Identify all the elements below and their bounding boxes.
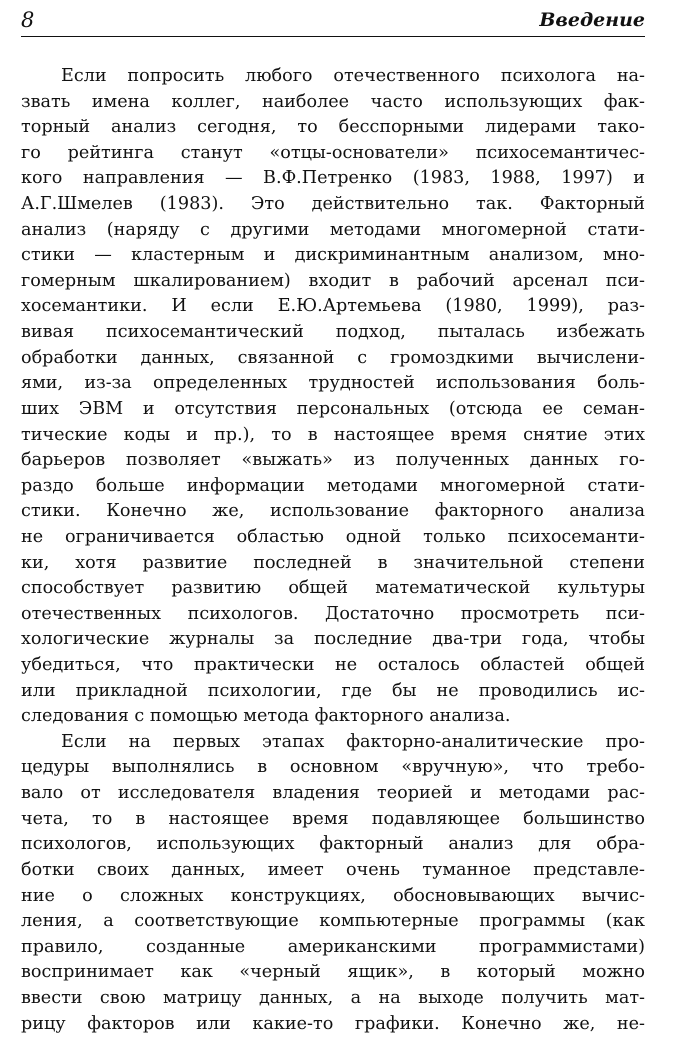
text-line: ботки своих данных, имеет очень туманное представле- bbox=[21, 859, 645, 880]
text-line: ших ЭВМ и отсутствия персональных (отсюда ее семан- bbox=[21, 398, 645, 419]
body-text bbox=[21, 64, 645, 1037]
text-line: анализ (наряду с другими методами многомерной стати- bbox=[21, 219, 645, 240]
text-line: следования с помощью метода факторного анализа. bbox=[21, 706, 511, 727]
page-number: 8 bbox=[21, 8, 35, 32]
page-header bbox=[21, 8, 645, 37]
text-line: ние о сложных конструкциях, обосновывающих вычис- bbox=[21, 885, 645, 906]
text-line: Если на первых этапах факторно-аналитические про- bbox=[61, 731, 645, 752]
paragraph-2 bbox=[21, 730, 645, 1037]
text-line: вивая психосемантический подход, пыталась избежать bbox=[21, 322, 645, 343]
text-line: чета, то в настоящее время подавляющее большинство bbox=[21, 808, 645, 829]
text-line: стики — кластерным и дискриминантным анализом, мно- bbox=[21, 245, 645, 266]
text-line: Если попросить любого отечественного психолога на- bbox=[61, 66, 645, 86]
text-line: или прикладной психологии, где бы не проводились ис- bbox=[21, 680, 645, 701]
text-line: отечественных психологов. Достаточно просмотреть пси- bbox=[21, 603, 645, 624]
text-line: гомерным шкалированием) входит в рабочий арсенал пси- bbox=[21, 270, 645, 291]
text-line: ввести свою матрицу данных, а на выходе получить мат- bbox=[21, 987, 645, 1008]
text-line: хосемантики. И если Е.Ю.Артемьева (1980, 1999), раз- bbox=[21, 296, 645, 317]
text-line: ки, хотя развитие последней в значительной степени bbox=[21, 552, 645, 573]
text-line: тические коды и пр.), то в настоящее время снятие этих bbox=[21, 424, 645, 445]
text-line: не ограничивается областью одной только психосеманти- bbox=[21, 526, 645, 547]
text-line: стики. Конечно же, использование факторного анализа bbox=[21, 501, 645, 522]
text-line: способствует развитию общей математической культуры bbox=[21, 578, 645, 599]
text-line: го рейтинга станут «отцы-основатели» психосемантичес- bbox=[21, 142, 645, 163]
text-line: кого направления — В.Ф.Петренко (1983, 1988, 1997) и bbox=[21, 168, 645, 189]
text-line: вало от исследователя владения теорией и методами рас- bbox=[21, 783, 645, 804]
text-line: ями, из-за определенных трудностей использования боль- bbox=[21, 373, 645, 394]
text-line: раздо больше информации методами многомерной стати- bbox=[21, 475, 645, 496]
text-line: хологические журналы за последние два-три года, чтобы bbox=[21, 629, 645, 650]
text-line: ления, а соответствующие компьютерные программы (как bbox=[21, 911, 645, 932]
text-line: правило, созданные американскими программистами) bbox=[21, 936, 645, 957]
text-line: А.Г.Шмелев (1983). Это действительно так. Факторный bbox=[21, 194, 645, 215]
text-line: воспринимает как «черный ящик», в который можно bbox=[21, 962, 645, 983]
paragraph-1 bbox=[21, 64, 645, 730]
text-line: обработки данных, связанной с громоздкими вычислени- bbox=[21, 347, 645, 368]
text-line: барьеров позволяет «выжать» из полученных данных го- bbox=[21, 450, 645, 471]
text-line: рицу факторов или какие-то графики. Конечно же, не- bbox=[21, 1013, 645, 1034]
text-line: психологов, использующих факторный анализ для обра- bbox=[21, 834, 645, 855]
text-line: убедиться, что практически не осталось областей общей bbox=[21, 655, 645, 676]
text-line: звать имена коллег, наиболее часто использующих фак- bbox=[21, 91, 645, 112]
text-line: цедуры выполнялись в основном «вручную», что требо- bbox=[21, 757, 645, 778]
text-line: торный анализ сегодня, то бесспорными лидерами тако- bbox=[21, 117, 645, 138]
running-head: Введение bbox=[539, 9, 645, 31]
